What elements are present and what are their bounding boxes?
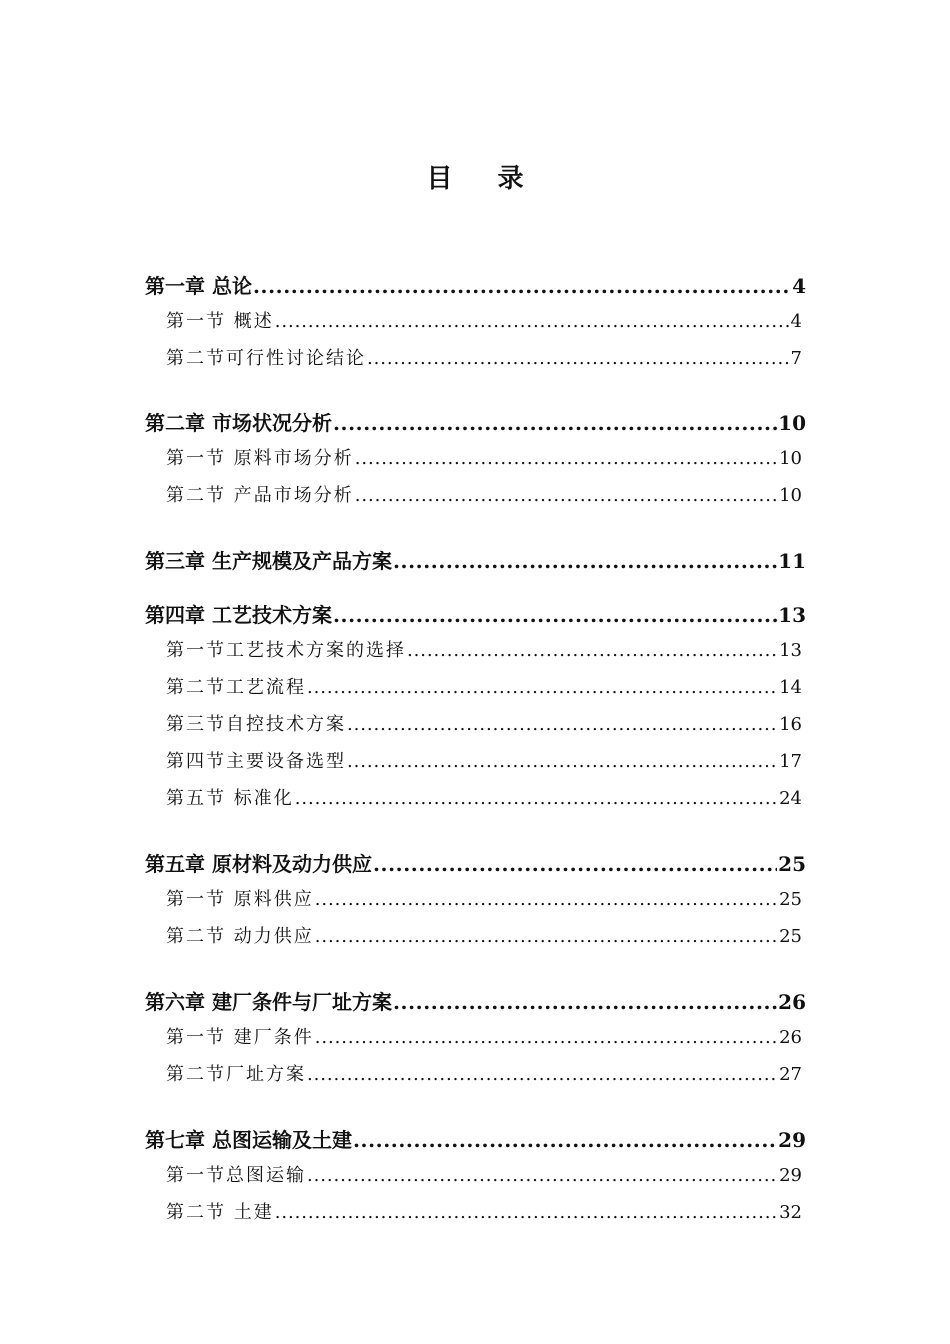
- dot-leader: [407, 637, 778, 665]
- toc-entry-label: 第一节 原料供应: [166, 889, 314, 910]
- dot-leader: [393, 546, 777, 576]
- dot-leader: [373, 849, 777, 879]
- toc-section-row[interactable]: [166, 445, 802, 473]
- dot-leader: [307, 1162, 778, 1190]
- dot-leader: [275, 1199, 778, 1227]
- dot-leader: [253, 271, 791, 301]
- dot-leader: [275, 308, 790, 336]
- toc-section-row[interactable]: [166, 1162, 802, 1190]
- toc-section-row[interactable]: [166, 1061, 802, 1089]
- toc-page-number: 29: [778, 1128, 806, 1152]
- toc-page-number: 26: [779, 1027, 802, 1048]
- toc-page-number: 13: [778, 603, 806, 627]
- toc-page-number: 17: [779, 751, 802, 772]
- dot-leader: [355, 445, 778, 473]
- toc-page-number: 11: [778, 549, 806, 573]
- toc-page-number: 16: [779, 714, 802, 735]
- dot-leader: [355, 482, 778, 510]
- toc-entry-label: 第二节工艺流程: [166, 677, 306, 698]
- toc-page-number: 26: [778, 990, 806, 1014]
- toc-entry-label: 第三节自控技术方案: [166, 714, 346, 735]
- toc-entry-label: 第五章 原材料及动力供应: [145, 852, 372, 876]
- toc-page-number: 4: [790, 311, 802, 332]
- toc-page-number: 10: [778, 411, 806, 435]
- dot-leader: [315, 923, 778, 951]
- toc-entry-label: 第七章 总图运输及土建: [145, 1128, 352, 1152]
- toc-entry-label: 第一章 总论: [145, 274, 252, 298]
- toc-section-row[interactable]: [166, 785, 802, 813]
- dot-leader: [333, 408, 777, 438]
- toc-chapter-row[interactable]: [145, 271, 806, 301]
- toc-page-number: 7: [790, 348, 802, 369]
- toc-chapter-row[interactable]: [145, 546, 806, 576]
- toc-page-number: 25: [779, 926, 802, 947]
- toc-section-row[interactable]: [166, 1024, 802, 1052]
- toc-section-row[interactable]: [166, 482, 802, 510]
- toc-chapter-row[interactable]: [145, 408, 806, 438]
- toc-entry-label: 第一节 建厂条件: [166, 1027, 314, 1048]
- toc-page-number: 13: [779, 640, 802, 661]
- dot-leader: [347, 748, 778, 776]
- toc-entry-label: 第二节 产品市场分析: [166, 485, 354, 506]
- toc-entry-label: 第一节 概述: [166, 311, 274, 332]
- toc-entry-label: 第四章 工艺技术方案: [145, 603, 332, 627]
- toc-page-number: 10: [779, 485, 802, 506]
- toc-page-number: 25: [779, 889, 802, 910]
- toc-entry-label: 第一节 原料市场分析: [166, 448, 354, 469]
- toc-entry-label: 第二节 土建: [166, 1202, 274, 1223]
- dot-leader: [353, 1125, 777, 1155]
- toc-page-number: 14: [779, 677, 802, 698]
- dot-leader: [307, 674, 778, 702]
- toc-section-row[interactable]: [166, 886, 802, 914]
- toc-section-row[interactable]: [166, 748, 802, 776]
- toc-page-number: 27: [779, 1064, 802, 1085]
- dot-leader: [315, 886, 778, 914]
- toc-entry-label: 第五节 标准化: [166, 788, 294, 809]
- dot-leader: [333, 600, 777, 630]
- toc-section-row[interactable]: [166, 637, 802, 665]
- toc-page-number: 32: [779, 1202, 802, 1223]
- toc-entry-label: 第三章 生产规模及产品方案: [145, 549, 392, 573]
- toc-page-number: 10: [779, 448, 802, 469]
- toc-entry-label: 第二节可行性讨论结论: [166, 348, 366, 369]
- toc-section-row[interactable]: [166, 923, 802, 951]
- toc-page-number: 25: [778, 852, 806, 876]
- toc-page-number: 4: [792, 274, 806, 298]
- toc-chapter-row[interactable]: [145, 1125, 806, 1155]
- toc-entry-label: 第二节厂址方案: [166, 1064, 306, 1085]
- toc-entry-label: 第四节主要设备选型: [166, 751, 346, 772]
- dot-leader: [307, 1061, 778, 1089]
- toc-section-row[interactable]: [166, 308, 802, 336]
- dot-leader: [347, 711, 778, 739]
- toc-entry-label: 第一节总图运输: [166, 1165, 306, 1186]
- toc-section-row[interactable]: [166, 1199, 802, 1227]
- dot-leader: [315, 1024, 778, 1052]
- page-title: 目 录: [426, 164, 542, 194]
- toc-chapter-row[interactable]: [145, 987, 806, 1017]
- toc-page-number: 29: [779, 1165, 802, 1186]
- toc-entry-label: 第二节 动力供应: [166, 926, 314, 947]
- toc-section-row[interactable]: [166, 711, 802, 739]
- toc-chapter-row[interactable]: [145, 600, 806, 630]
- toc-entry-label: 第二章 市场状况分析: [145, 411, 332, 435]
- toc-section-row[interactable]: [166, 674, 802, 702]
- toc-entry-label: 第六章 建厂条件与厂址方案: [145, 990, 392, 1014]
- dot-leader: [393, 987, 777, 1017]
- dot-leader: [295, 785, 778, 813]
- dot-leader: [367, 345, 790, 373]
- toc-page-number: 24: [779, 788, 802, 809]
- toc-entry-label: 第一节工艺技术方案的选择: [166, 640, 406, 661]
- toc-section-row[interactable]: [166, 345, 802, 373]
- toc-chapter-row[interactable]: [145, 849, 806, 879]
